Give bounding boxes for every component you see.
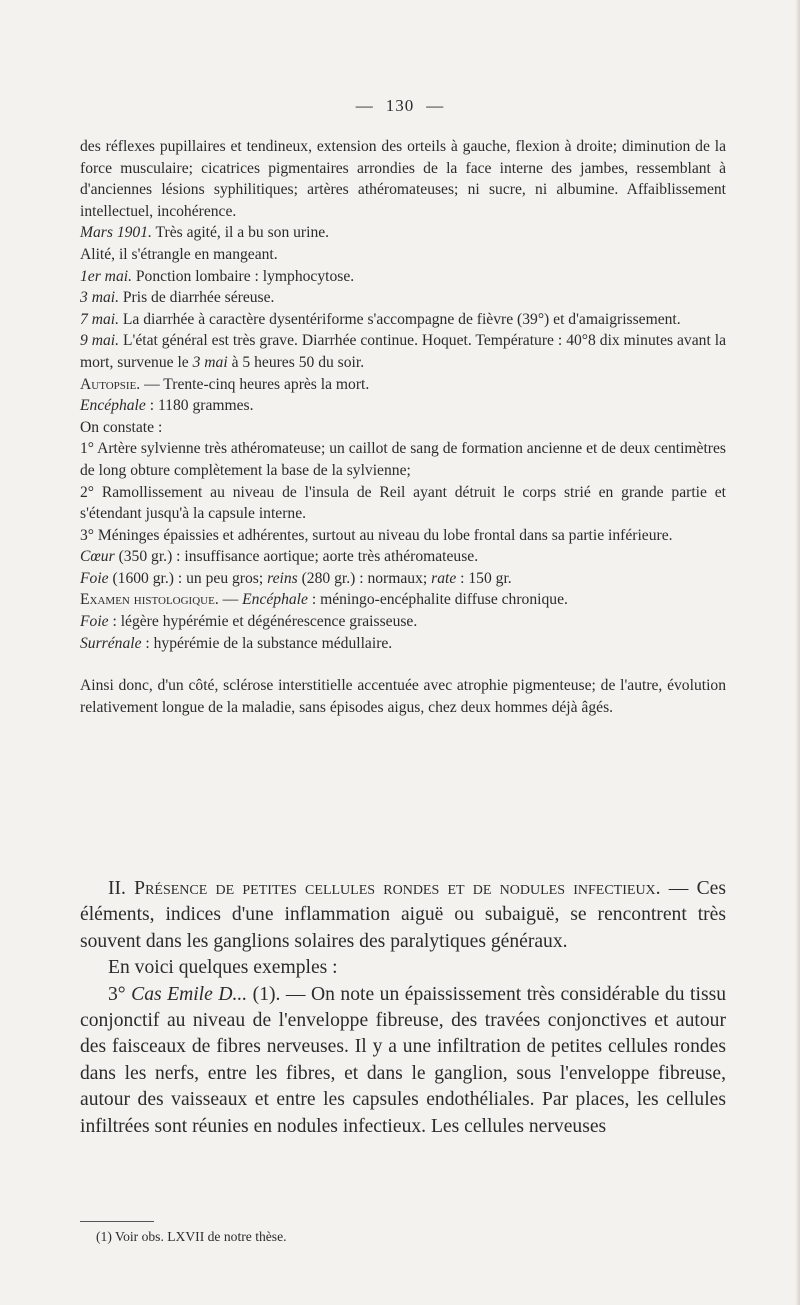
date-7-mai: 7 mai. [80,310,119,328]
foie-text: (1600 gr.) : un peu gros; [108,569,268,587]
paragraph-7-mai [80,309,726,331]
autopsie-label: Autopsie. [80,375,141,393]
examen-encephale-label: Encéphale [242,591,308,609]
paragraph-autopsie [80,374,726,396]
surrenale-text: : hypérémie de la substance médullaire. [141,634,393,652]
section-title: Présence de petites cellules rondes et de nodules infectieux. [134,878,661,899]
paragraph-alite: Alité, il s'étrangle en mangeant. [80,245,278,263]
list-item-1: 1° Artère sylvienne très athéromateuse; un caillot de sang de formation ancienne et de deux centimètres de long obture complètement la base de la sylvienne; [80,440,726,479]
mai9-text-a: L'état général est très grave. Diarrhée continue. Hoquet. Température : 40°8 dix minutes avant la mort, survenue le [80,332,726,371]
paragraph-foie [80,568,726,590]
rate-label: rate [431,569,457,587]
paragraph-1er-mai [80,266,726,288]
paragraph-surrenale [80,633,726,655]
reins-text: (280 gr.) : normaux; [297,569,432,587]
paragraph-3-mai [80,287,726,309]
foie-label: Foie [80,569,109,587]
observation-text [80,136,726,718]
footnote: (1) Voir obs. LXVII de notre thèse. [96,1229,287,1244]
mai9-text-b: à 5 heures 50 du soir. [227,353,365,371]
paragraph-reflexes: des réflexes pupillaires et tendineux, extension des orteils à gauche, flexion à droite; diminution de la force musculaire; cicatrices pigmentaires arrondies de la face interne des jambes, ressemblant à d'anciennes lésions syphilitiques; artères athéromateuses; ni sucre, ni albumine. Affaiblissement intellectuel, incohérence. [80,138,726,220]
list-item-2: 2° Ramollissement au niveau de l'insula de Reil ayant détruit le corps strié en grande partie et s'étendant jusqu'à la capsule interne. [80,483,726,523]
date-mars-1901: Mars 1901. [80,224,152,242]
date-3-mai: 3 mai. [80,289,119,307]
date-9-mai: 9 mai. [80,332,120,350]
encephale-label: Encéphale [80,397,146,415]
footnote-rule [80,1221,154,1222]
encephale-text: : 1180 grammes. [145,397,254,415]
page-number-dash-left: — [355,96,374,115]
cas-label: Cas Emile D... [131,983,248,1005]
section-text: — Ces éléments, indices d'une inflammation aiguë ou subaiguë, se rencontrent très souvent dans les ganglions solaires des paralytiques généraux. [80,878,726,952]
mars-text: Très agité, il a bu son urine. [151,224,330,242]
mai1-text: Ponction lombaire : lymphocytose. [131,267,355,285]
paragraph-foie-histo [80,611,726,633]
death-date: 3 mai [192,353,228,371]
section-heading-paragraph [80,876,726,955]
paragraph-encephale [80,395,726,417]
foie2-text: : légère hypérémie et dégénérescence graisseuse. [108,613,418,631]
paragraph-constate: On constate : [80,418,163,436]
cas-number: 3° [108,983,126,1005]
rate-text: : 150 gr. [456,569,512,587]
paragraph-coeur [80,546,726,568]
list-item-3: 3° Méninges épaissies et adhérentes, surtout au niveau du lobe frontal dans sa partie inférieure. [80,526,673,544]
paragraph-mars-1901 [80,222,726,244]
surrenale-label: Surrénale [80,634,142,652]
cas-ref: (1). [247,983,281,1005]
paragraph-9-mai [80,330,726,373]
coeur-text: (350 gr.) : insuffisance aortique; aorte très athéromateuse. [114,548,479,566]
paragraph-examen [80,589,726,611]
coeur-label: Cœur [80,548,115,566]
autopsie-text: — Trente-cinq heures après la mort. [140,375,370,393]
section-ii [80,876,726,1140]
section-number: II. [108,878,126,899]
mai7-text: La diarrhée à caractère dysentériforme s'accompagne de fièvre (39°) et d'amaigrissement. [118,310,681,328]
page-edge-shadow [795,0,800,1305]
examen-label: Examen histologique. [80,591,219,609]
date-1er-mai: 1er mai. [80,267,132,285]
reins-label: reins [267,569,298,587]
examen-text: : méningo-encéphalite diffuse chronique. [307,591,568,609]
paragraph-ainsi: Ainsi donc, d'un côté, sclérose interstitielle accentuée avec atrophie pigmenteuse; de l'autre, évolution relativement longue de la maladie, sans épisodes aigus, chez deux hommes déjà âgés. [80,677,726,716]
foie2-label: Foie [80,613,109,631]
page-number-value: 130 [385,96,415,115]
mai3-text: Pris de diarrhée séreuse. [118,289,275,307]
page-number [0,96,800,116]
cas-text: — On note un épaississement très considérable du tissu conjonctif au niveau de l'enveloppe fibreuse, des travées conjonctives et autour des faisceaux de fibres nerveuses. Il y a une infiltration de petites cellules rondes dans les nerfs, entre les fibres, et dans le ganglion, sous l'enveloppe fibreuse, autour des vaisseaux et entre les capsules endothéliales. Par places, les cellules infiltrées sont réunies en nodules infectieux. Les cellules nerveuses [80,983,726,1137]
examen-dash: — [218,591,243,609]
paragraph-cas-emile [80,982,726,1140]
page-number-dash-right: — [426,96,445,115]
paragraph-exemples: En voici quelques exemples : [108,957,338,979]
